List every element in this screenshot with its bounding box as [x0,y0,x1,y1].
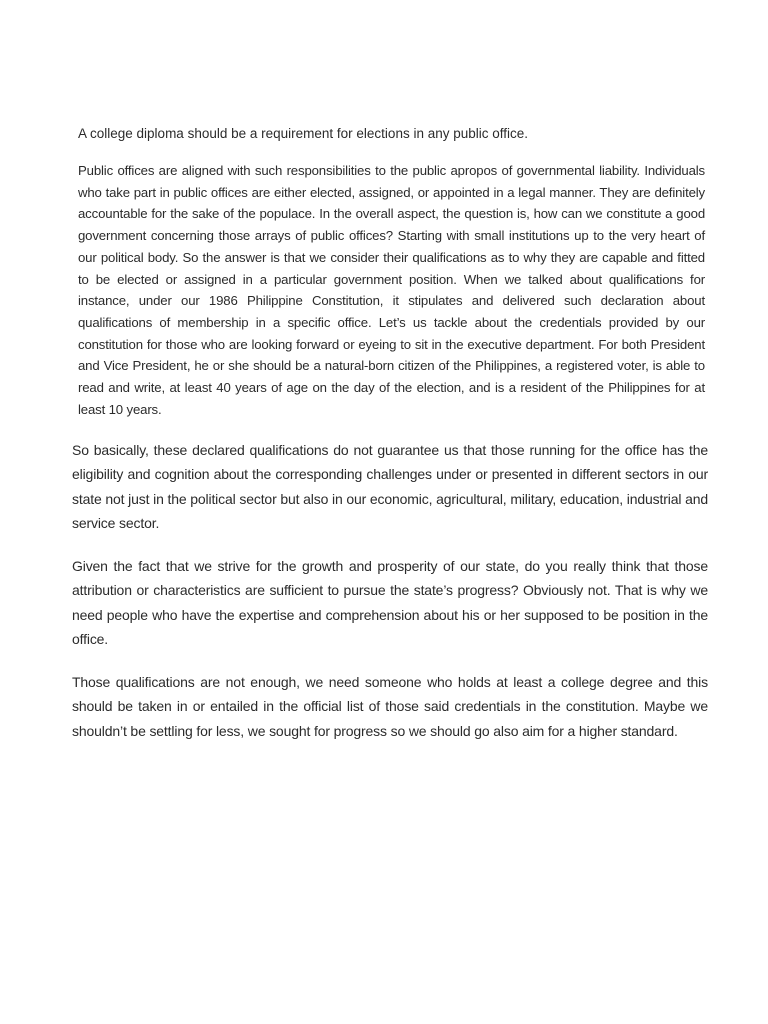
paragraph-2: So basically, these declared qualifications do not guarantee us that those running for the office has the eligibility and cognition about the corresponding challenges under or presented in different sectors in our state not just in the political sector but also in our economic, agricultural, military, education, industrial and service sector. [72,442,708,532]
paragraph-3: Given the fact that we strive for the growth and prosperity of our state, do you really think that those attribution or characteristics are sufficient to pursue the state’s progress? Obviously not. That is why we need people who have the expertise and comprehension about his or her supposed to be position in the office. [72,558,708,648]
paragraph-4: Those qualifications are not enough, we need someone who holds at least a college degree and this should be taken in or entailed in the official list of those said credentials in the constitution. Maybe we shouldn’t be settling for less, we sought for progress so we should go also aim for a higher standard. [72,674,708,739]
paragraph-1: Public offices are aligned with such responsibilities to the public apropos of governmental liability. Individuals who take part in public offices are either elected, assigned, or appointed in a legal manner. They are definitely accountable for the sake of the populace. In the overall aspect, the question is, how can we constitute a good government concerning those arrays of public offices? Starting with small institutions up to the very heart of our political body. So the answer is that we consider their qualifications as to why they are capable and fitted to be elected or assigned in a particular government position. When we talked about qualifications for instance, under our 1986 Philippine Constitution, it stipulates and delivered such declaration about qualifications of membership in a specific office. Let’s us tackle about the credentials provided by our constitution for those who are looking forward or eyeing to sit in the executive department. For both President and Vice President, he or she should be a natural-born citizen of the Philippines, a registered voter, is able to read and write, at least 40 years of age on the day of the election, and is a resident of the Philippines for at least 10 years. [78,163,705,417]
document-title: A college diploma should be a requirement for elections in any public office. [78,126,529,141]
